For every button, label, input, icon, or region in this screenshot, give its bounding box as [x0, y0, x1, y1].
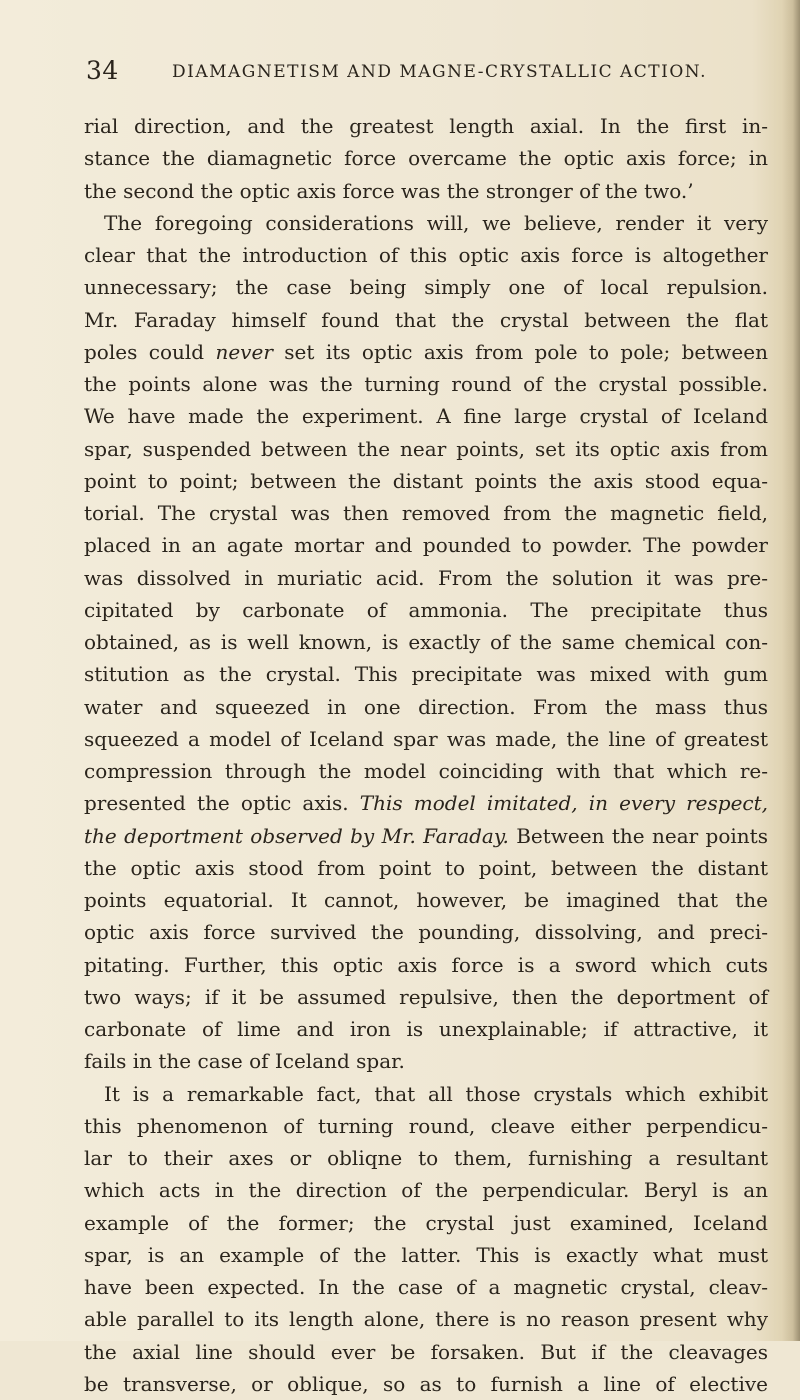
text-line: example of the former; the crystal just examined, Iceland: [84, 1210, 768, 1235]
page-header: [86, 56, 786, 88]
text-line: [84, 787, 768, 819]
text-line: obtained, as is well known, is exactly of the same chemical con-: [84, 630, 768, 654]
emphasis-never: never: [215, 339, 273, 364]
text-line: stitution as the crystal. This precipitate was mixed with gum: [84, 662, 768, 687]
text-line: the points alone was the turning round of the crystal possible.: [84, 372, 768, 396]
text-line: spar, suspended between the near points, set its optic axis from: [84, 436, 768, 461]
text-line: torial. The crystal was then removed from the magnetic field,: [84, 501, 768, 525]
text-segment: poles could: [84, 339, 216, 364]
emphasis-deportment-observed: the deportment observed by Mr. Faraday.: [84, 823, 509, 848]
text-line: point to point; between the distant points the axis stood equa-: [84, 468, 768, 493]
text-line: this phenomenon of turning round, cleave either perpendicu-: [84, 1113, 768, 1138]
text-line: two ways; if it be assumed repulsive, then the deportment of: [84, 984, 768, 1009]
text-line: The foregoing considerations will, we believe, render it very: [104, 210, 768, 235]
text-line: was dissolved in muriatic acid. From the solution it was pre-: [84, 565, 768, 590]
text-line: We have made the experiment. A fine large crystal of Iceland: [84, 404, 768, 429]
text-line: fails in the case of Iceland spar.: [84, 1049, 405, 1074]
text-line: optic axis force survived the pounding, dissolving, and preci-: [84, 920, 768, 945]
text-line: compression through the model coinciding with that which re-: [84, 759, 768, 783]
text-line: pitating. Further, this optic axis force is a sword which cuts: [84, 952, 768, 977]
text-line: [84, 336, 768, 368]
body-text: [84, 110, 768, 1400]
text-line: spar, is an example of the latter. This is exactly what must: [84, 1242, 768, 1267]
page-edge-shadow: [782, 0, 800, 1341]
text-line: placed in an agate mortar and pounded to powder. The powder: [84, 533, 768, 558]
text-line: have been expected. In the case of a magnetic crystal, cleav-: [84, 1275, 768, 1299]
page-number: 34: [86, 56, 119, 85]
text-line: cipitated by carbonate of ammonia. The precipitate thus: [84, 597, 768, 622]
text-line: the axial line should ever be forsaken. But if the cleavages: [84, 1339, 768, 1364]
text-segment: set its optic axis from pole to pole; between: [272, 339, 768, 364]
text-line: the optic axis stood from point to point, between the distant: [84, 855, 768, 880]
text-line: water and squeezed in one direction. From the mass thus: [84, 694, 768, 719]
text-line: [84, 820, 768, 852]
text-line: the second the optic axis force was the stronger of the two.’: [84, 178, 694, 203]
text-line: able parallel to its length alone, there is no reason present why: [84, 1307, 768, 1332]
text-line: stance the diamagnetic force overcame the optic axis force; in: [84, 146, 768, 171]
text-line: which acts in the direction of the perpendicular. Beryl is an: [84, 1178, 768, 1203]
text-line: rial direction, and the greatest length axial. In the first in-: [84, 114, 768, 138]
emphasis-model-imitated: This model imitated, in every respect,: [359, 791, 768, 816]
text-line: points equatorial. It cannot, however, be imagined that the: [84, 888, 768, 912]
text-line: be transverse, or oblique, so as to furnish a line of elective: [84, 1371, 768, 1396]
text-line: Mr. Faraday himself found that the crystal between the flat: [84, 307, 768, 332]
text-line: clear that the introduction of this optic axis force is altogether: [84, 243, 768, 267]
text-line: It is a remarkable fact, that all those crystals which exhibit: [104, 1081, 768, 1106]
running-title: DIAMAGNETISM AND MAGNE-CRYSTALLIC ACTION.: [172, 62, 707, 82]
text-line: unnecessary; the case being simply one of local repulsion.: [84, 275, 768, 300]
text-line: lar to their axes or obliqne to them, furnishing a resultant: [84, 1146, 768, 1170]
text-line: carbonate of lime and iron is unexplainable; if attractive, it: [84, 1017, 768, 1041]
text-segment: Between the near points: [508, 823, 768, 848]
text-line: squeezed a model of Iceland spar was made, the line of greatest: [84, 726, 768, 751]
text-segment: presented the optic axis.: [84, 791, 360, 816]
